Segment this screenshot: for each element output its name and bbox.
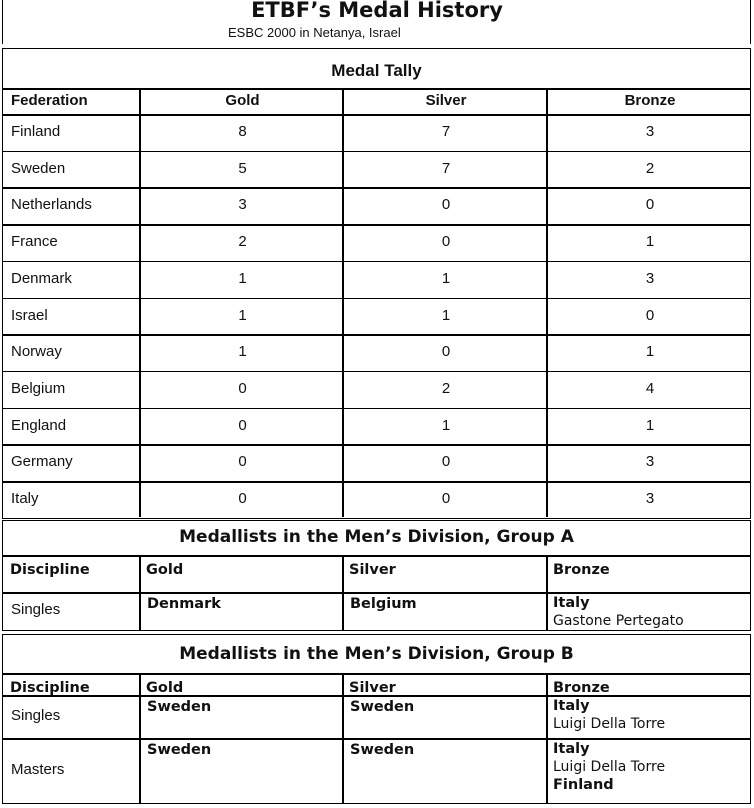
medal-count-bronze: 3 (645, 453, 655, 471)
group-b-title: Medallists in the Men’s Division, Group B (179, 644, 574, 664)
medal-count-silver: 1 (441, 416, 451, 434)
column-header-silver: Silver (349, 562, 396, 578)
column-header-bronze: Bronze (624, 92, 676, 109)
medal-count-silver: 2 (441, 379, 451, 397)
row-divider (3, 371, 750, 373)
medal-count-bronze: 1 (645, 416, 655, 434)
row-divider (3, 114, 750, 116)
row-divider (3, 151, 750, 153)
page-title: ETBF’s Medal History (251, 0, 503, 22)
medal-count-silver: 7 (441, 159, 451, 177)
column-header-gold: Gold (146, 562, 184, 578)
column-divider (139, 88, 141, 517)
column-header-silver: Silver (349, 680, 396, 696)
medal-count-gold: 0 (238, 490, 247, 507)
federation-name: Belgium (11, 379, 66, 397)
medal-count-bronze: 3 (645, 123, 655, 140)
gold-medallist: Sweden (147, 742, 212, 758)
silver-medallist: Belgium (350, 596, 417, 612)
bronze-medallist: Italy (553, 698, 590, 714)
row-divider (3, 408, 750, 410)
gold-medallist: Denmark (147, 596, 221, 612)
federation-name: Finland (11, 123, 61, 140)
bronze-medallist: Italy (553, 741, 590, 757)
row-divider (3, 555, 750, 557)
medal-count-bronze: 2 (645, 159, 655, 177)
silver-medallist: Sweden (350, 699, 415, 715)
group-b-table (2, 634, 751, 804)
bronze-player-name: Gastone Pertegato (553, 613, 684, 629)
federation-name: Germany (11, 453, 73, 471)
medal-count-gold: 1 (238, 269, 247, 287)
row-divider (3, 673, 750, 675)
federation-name: Israel (11, 306, 48, 324)
column-header-gold: Gold (225, 92, 260, 109)
medal-count-bronze: 1 (645, 233, 655, 251)
column-divider (139, 555, 141, 630)
medal-count-bronze: 0 (645, 196, 655, 214)
medal-count-gold: 2 (238, 233, 247, 251)
medal-count-gold: 0 (238, 416, 247, 434)
bronze-player-name: Luigi Della Torre (553, 716, 666, 732)
group-a-title: Medallists in the Men’s Division, Group A (179, 527, 574, 547)
federation-name: Sweden (11, 159, 66, 177)
medal-count-gold: 3 (238, 196, 247, 214)
medal-count-bronze: 3 (645, 490, 655, 507)
row-divider (3, 88, 750, 90)
federation-name: England (11, 416, 67, 434)
medal-count-gold: 5 (238, 159, 247, 177)
header-left-border (2, 0, 3, 44)
discipline-name: Singles (11, 601, 61, 618)
row-divider (3, 261, 750, 263)
medal-count-gold: 0 (238, 379, 247, 397)
medal-count-bronze: 3 (645, 269, 655, 287)
medal-count-silver: 0 (441, 196, 451, 214)
group-a-table (2, 520, 751, 631)
medal-count-gold: 1 (238, 343, 247, 361)
medal-tally-table (2, 48, 751, 519)
discipline-name: Singles (11, 706, 61, 724)
column-divider (546, 555, 548, 630)
column-header-federation: Federation (11, 92, 88, 109)
column-header-discipline: Discipline (10, 680, 90, 696)
page-subtitle: ESBC 2000 in Netanya, Israel (228, 25, 401, 40)
medal-count-bronze: 1 (645, 343, 655, 361)
column-header-silver: Silver (425, 92, 467, 109)
bronze-medallist: Italy (553, 595, 590, 611)
column-divider (546, 88, 548, 517)
row-divider (3, 334, 750, 336)
medal-count-silver: 7 (441, 123, 451, 140)
row-divider (3, 187, 750, 189)
bronze-cell (553, 740, 665, 794)
medal-count-silver: 0 (441, 490, 451, 507)
medal-tally-title: Medal Tally (331, 61, 422, 80)
bronze-medallist-extra: Finland (553, 777, 614, 793)
column-header-bronze: Bronze (553, 680, 610, 696)
column-divider (342, 555, 344, 630)
discipline-name: Masters (11, 760, 65, 778)
row-divider (3, 444, 750, 446)
federation-name: France (11, 233, 58, 251)
medal-count-bronze: 0 (645, 306, 655, 324)
bronze-cell (553, 697, 665, 733)
row-divider (3, 298, 750, 300)
column-header-bronze: Bronze (553, 562, 610, 578)
federation-name: Italy (11, 490, 39, 507)
medal-count-gold: 8 (238, 123, 247, 140)
silver-medallist: Sweden (350, 742, 415, 758)
column-header-discipline: Discipline (10, 562, 90, 578)
medal-count-silver: 0 (441, 453, 451, 471)
medal-count-gold: 0 (238, 453, 247, 471)
medal-count-silver: 1 (441, 269, 451, 287)
federation-name: Netherlands (11, 196, 92, 214)
header-right-border (750, 0, 751, 44)
gold-medallist: Sweden (147, 699, 212, 715)
column-divider (342, 88, 344, 517)
row-divider (3, 224, 750, 226)
bronze-player-name: Luigi Della Torre (553, 759, 666, 775)
medal-count-gold: 1 (238, 306, 247, 324)
bronze-cell (553, 594, 684, 630)
medal-count-silver: 0 (441, 233, 451, 251)
medal-count-silver: 0 (441, 343, 451, 361)
federation-name: Denmark (11, 269, 72, 287)
medal-count-silver: 1 (441, 306, 451, 324)
column-header-gold: Gold (146, 680, 184, 696)
federation-name: Norway (11, 343, 62, 361)
medal-count-bronze: 4 (645, 379, 655, 397)
row-divider (3, 481, 750, 483)
